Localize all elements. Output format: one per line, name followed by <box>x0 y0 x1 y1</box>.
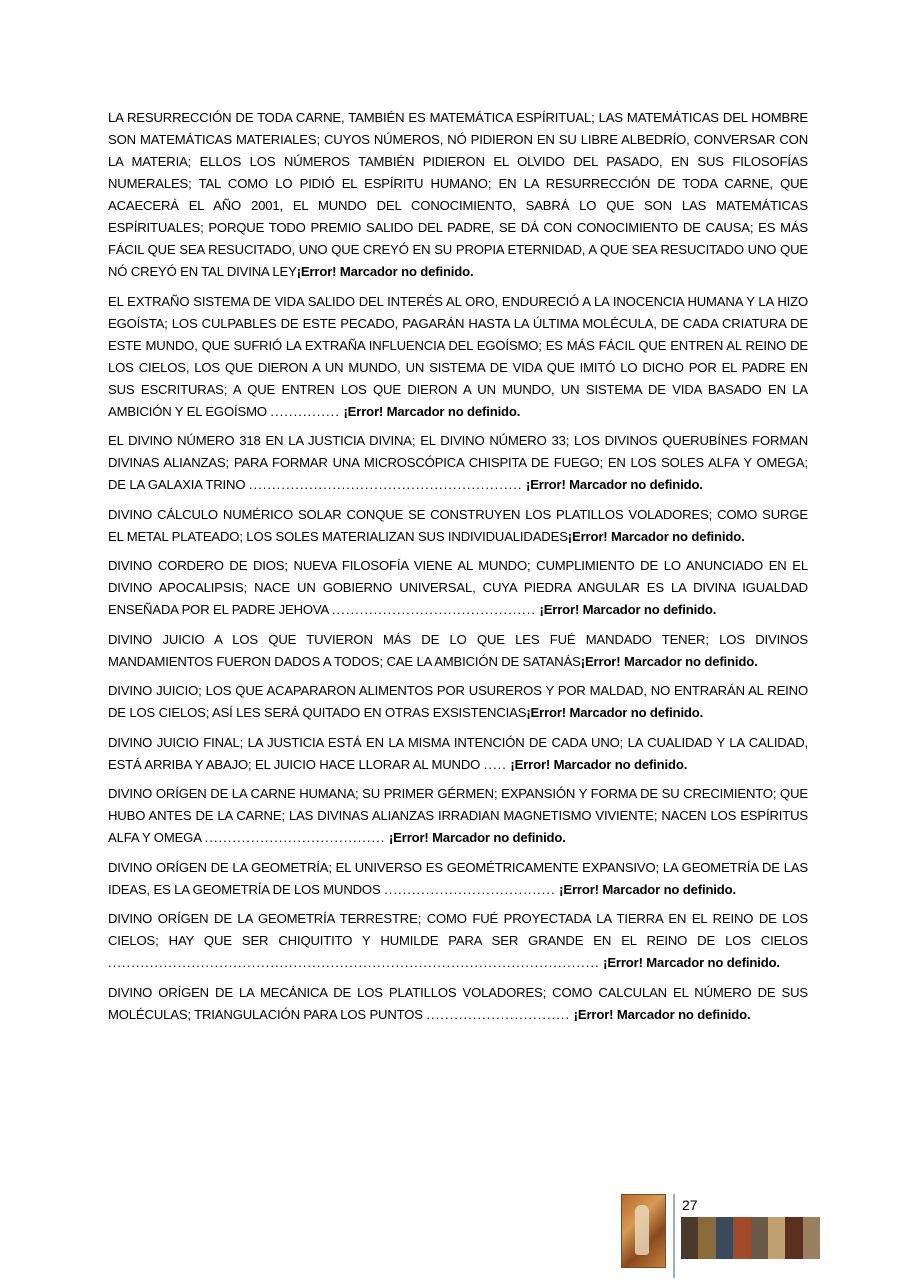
toc-leader-dots: ............................................ <box>331 602 536 617</box>
toc-error-marker: ¡Error! Marcador no definido. <box>510 756 688 772</box>
toc-entry[interactable] <box>108 430 808 496</box>
toc-entry[interactable] <box>108 908 808 974</box>
toc-page <box>108 107 808 1033</box>
toc-entry-title: DIVINO JUICIO; LOS QUE ACAPARARON ALIMENTOS POR USUREROS Y POR MALDAD, NO ENTRARÁN AL REINO DE LOS CIELOS; ASÍ LES SERÁ QUITADO EN OTRAS EXSISTENCIAS <box>108 683 808 720</box>
toc-entry-title: EL DIVINO NÚMERO 318 EN LA JUSTICIA DIVINA; EL DIVINO NÚMERO 33; LOS DIVINOS QUERUBÍNES FORMAN DIVINAS ALIANZAS; PARA FORMAR UNA MICROSCÓPICA CHISPITA DE FUEGO; EN LOS SOLES ALFA Y OMEGA; DE LA GALAXIA TRINO <box>108 433 808 492</box>
toc-leader-dots: ........................................................... <box>248 477 523 492</box>
toc-entry[interactable] <box>108 783 808 849</box>
toc-error-marker: ¡Error! Marcador no definido. <box>526 705 704 720</box>
toc-entry[interactable] <box>108 107 808 283</box>
page-number: 27 <box>682 1197 698 1213</box>
toc-leader-dots: .......................................................................................................... <box>108 955 600 970</box>
toc-error-marker: ¡Error! Marcador no definido. <box>296 264 474 279</box>
toc-leader-dots: ..................................... <box>384 881 556 897</box>
table-of-contents <box>108 107 808 1026</box>
toc-entry[interactable] <box>108 555 808 621</box>
toc-entry[interactable] <box>108 680 808 724</box>
toc-leader-dots: ............... <box>270 403 340 419</box>
toc-error-marker: ¡Error! Marcador no definido. <box>388 830 566 845</box>
toc-entry[interactable] <box>108 504 808 548</box>
toc-entry[interactable] <box>108 982 808 1026</box>
toc-error-marker: ¡Error! Marcador no definido. <box>559 881 736 897</box>
footer-divider <box>673 1194 675 1278</box>
toc-entry-title: EL EXTRAÑO SISTEMA DE VIDA SALIDO DEL INTERÉS AL ORO, ENDURECIÓ A LA INOCENCIA HUMANA Y LA HIZO EGOÍSTA; LOS CULPABLES DE ESTE PECADO, PAGARÁN HASTA LA ÚLTIMA MOLÉCULA, DE CADA CRIATURA DE ESTE MUNDO, QUE SUFRIÓ LA EXTRAÑA INFLUENCIA DEL EGOÍSMO; ES MÁS FÁCIL QUE ENTREN AL REINO DE LOS CIELOS, LOS QUE DIERON A UN MUNDO, UN SISTEMA DE VIDA QUE IMITÓ LO DICHO POR EL PADRE EN SUS ESCRITURAS; A QUE ENTREN LOS QUE DIERON A UN MUNDO, UN SISTEMA DE VIDA BASADO EN LA AMBICIÓN Y EL EGOÍSMO <box>108 293 808 419</box>
footer-figure-image <box>621 1194 666 1268</box>
toc-leader-dots: ....................................... <box>204 830 386 845</box>
toc-entry-title: DIVINO ORÍGEN DE LA CARNE HUMANA; SU PRIMER GÉRMEN; EXPANSIÓN Y FORMA DE SU CRECIMIENTO; QUE HUBO ANTES DE LA CARNE; LAS DIVINAS ALIANZAS IRRADIAN MAGNETISMO VIVIENTE; NACEN LOS ESPÍRITUS ALFA Y OMEGA <box>108 786 808 845</box>
toc-entry-title: DIVINO JUICIO A LOS QUE TUVIERON MÁS DE LO QUE LES FUÉ MANDADO TENER; LOS DIVINOS MANDAMIENTOS FUERON DADOS A TODOS; CAE LA AMBICIÓN DE SATANÁS <box>108 631 808 669</box>
toc-error-marker: ¡Error! Marcador no definido. <box>526 477 703 492</box>
footer-image-strip <box>681 1217 820 1259</box>
toc-error-marker: ¡Error! Marcador no definido. <box>567 528 745 544</box>
toc-entry[interactable] <box>108 857 808 901</box>
toc-entry-title: LA RESURRECCIÓN DE TODA CARNE, TAMBIÉN ES MATEMÁTICA ESPÍRITUAL; LAS MATEMÁTICAS DEL HOMBRE SON MATEMÁTICAS MATERIALES; CUYOS NÚMEROS, NÓ PIDIERON EN SU LIBRE ALBEDRÍO, CONVERSAR CON LA MATERIA; ELLOS LOS NÚMEROS TAMBIÉN PIDIERON EL OLVIDO DEL PASADO, EN SUS FILOSOFÍAS NUMERALES; TAL COMO LO PIDIÓ EL ESPÍRITU HUMANO; EN LA RESURRECCIÓN DE TODA CARNE, QUE ACAECERÁ EL AÑO 2001, EL MUNDO DEL CONOCIMIENTO, SABRÁ LO QUE SON LAS MATEMÁTICAS ESPÍRITUALES; PORQUE TODO PREMIO SALIDO DEL PADRE, SE DÁ CON CONOCIMIENTO DE CAUSA; ES MÁS FÁCIL QUE SEA RESUCITADO, UNO QUE CREYÓ EN SU PROPIA ETERNIDAD, A QUE SEA RESUCITADO UNO QUE NÓ CREYÓ EN TAL DIVINA LEY <box>108 110 808 279</box>
toc-error-marker: ¡Error! Marcador no definido. <box>603 955 780 970</box>
toc-entry[interactable] <box>108 629 808 673</box>
toc-entry[interactable] <box>108 732 808 776</box>
toc-entry-title: DIVINO CÁLCULO NUMÉRICO SOLAR CONQUE SE CONSTRUYEN LOS PLATILLOS VOLADORES; COMO SURGE EL METAL PLATEADO; LOS SOLES MATERIALIZAN SUS INDIVIDUALIDADES <box>108 506 808 544</box>
toc-leader-dots: ..... <box>483 756 507 772</box>
toc-entry-title: DIVINO ORÍGEN DE LA MECÁNICA DE LOS PLATILLOS VOLADORES; COMO CALCULAN EL NÚMERO DE SUS MOLÉCULAS; TRIANGULACIÓN PARA LOS PUNTOS <box>108 984 808 1022</box>
toc-entry-title: DIVINO CORDERO DE DIOS; NUEVA FILOSOFÍA VIENE AL MUNDO; CUMPLIMIENTO DE LO ANUNCIADO EN EL DIVINO APOCALIPSIS; NACE UN GOBIERNO UNIVERSAL, CUYA PIEDRA ANGULAR ES LA DIVINA IGUALDAD ENSEÑADA POR EL PADRE JEHOVA <box>108 558 808 617</box>
toc-entry-title: DIVINO ORÍGEN DE LA GEOMETRÍA; EL UNIVERSO ES GEOMÉTRICAMENTE EXPANSIVO; LA GEOMETRÍA DE LAS IDEAS, ES LA GEOMETRÍA DE LOS MUNDOS <box>108 859 808 897</box>
toc-error-marker: ¡Error! Marcador no definido. <box>343 403 521 419</box>
toc-error-marker: ¡Error! Marcador no definido. <box>539 602 717 617</box>
toc-leader-dots: ............................... <box>426 1006 571 1022</box>
toc-entry[interactable] <box>108 291 808 423</box>
toc-entry-title: DIVINO ORÍGEN DE LA GEOMETRÍA TERRESTRE; COMO FUÉ PROYECTADA LA TIERRA EN EL REINO DE LOS CIELOS; HAY QUE SER CHIQUITITO Y HUMILDE PARA SER GRANDE EN EL REINO DE LOS CIELOS <box>108 911 808 948</box>
toc-entry-title: DIVINO JUICIO FINAL; LA JUSTICIA ESTÁ EN LA MISMA INTENCIÓN DE CADA UNO; LA CUALIDAD Y LA CALIDAD, ESTÁ ARRIBA Y ABAJO; EL JUICIO HACE LLORAR AL MUNDO <box>108 734 808 772</box>
toc-error-marker: ¡Error! Marcador no definido. <box>580 653 758 669</box>
toc-error-marker: ¡Error! Marcador no definido. <box>573 1006 751 1022</box>
